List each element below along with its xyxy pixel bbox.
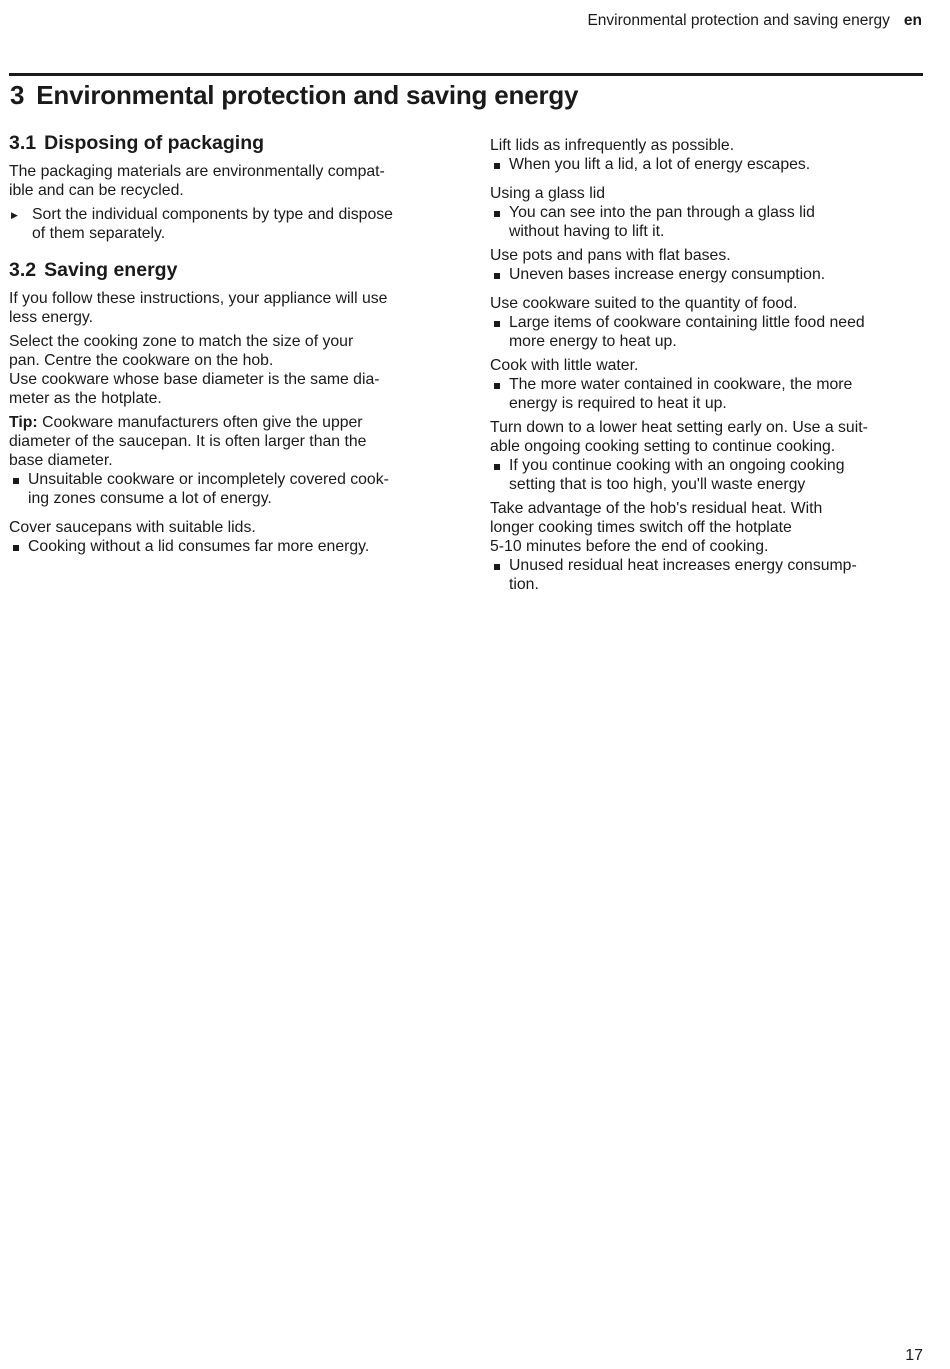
chapter-rule (9, 73, 923, 76)
list-item: If you continue cooking with an ongoing cooking setting that is too high, you'll waste energy (490, 456, 915, 494)
cover-lids-line: Cover saucepans with suitable lids. (9, 519, 256, 536)
section-heading-saving-energy (9, 257, 441, 283)
language-code: en (903, 12, 922, 29)
arrow-icon: ▶ (11, 210, 18, 220)
chapter-title (10, 80, 578, 111)
tip-paragraph: Tip: Cookware manufacturers often give the upper diameter of the saucepan. It is often larger than the base diameter. (9, 414, 367, 469)
list-item: The more water contained in cookware, the more energy is required to heat it up. (490, 375, 915, 413)
turn-down-paragraph: Turn down to a lower heat setting early on. Use a suit- able ongoing cooking setting to continue cooking. (490, 419, 868, 455)
chapter-number: 3 (10, 80, 25, 110)
select-zone-paragraph: Select the cooking zone to match the size of your pan. Centre the cookware on the hob. Use cookware whose base diameter is the same dia- meter as the hotplate. (9, 333, 380, 407)
bullet-square-icon (494, 564, 500, 570)
section-number: 3.2 (9, 259, 37, 281)
list-item: Unsuitable cookware or incompletely covered cook- ing zones consume a lot of energy. (9, 470, 441, 508)
bullet-square-icon (494, 383, 500, 389)
bullet-square-icon (494, 464, 500, 470)
bullet-square-icon (13, 478, 19, 484)
little-water-line: Cook with little water. (490, 357, 639, 374)
list-item: Unused residual heat increases energy consump- tion. (490, 556, 915, 594)
packaging-intro: The packaging materials are environmentally compat- ible and can be recycled. (9, 163, 385, 199)
bullet-square-icon (494, 321, 500, 327)
section-number: 3.1 (9, 132, 37, 154)
list-item: You can see into the pan through a glass lid without having to lift it. (490, 203, 915, 241)
bullet-square-icon (494, 163, 500, 169)
list-item: When you lift a lid, a lot of energy escapes. (490, 155, 915, 174)
list-item: Large items of cookware containing little food need more energy to heat up. (490, 313, 915, 351)
section-heading-disposing (9, 130, 441, 156)
saving-intro: If you follow these instructions, your appliance will use less energy. (9, 290, 388, 326)
list-item: Uneven bases increase energy consumption. (490, 265, 915, 284)
bullet-square-icon (494, 273, 500, 279)
glass-lid-line: Using a glass lid (490, 185, 606, 202)
section-title: Saving energy (44, 259, 178, 281)
bullet-square-icon (13, 545, 19, 551)
bullet-square-icon (494, 211, 500, 217)
instruction-step: ▶ Sort the individual components by type and dispose of them separately. (11, 206, 393, 242)
list-item: Cooking without a lid consumes far more energy. (9, 537, 441, 556)
flat-bases-line: Use pots and pans with flat bases. (490, 247, 731, 264)
tip-label: Tip: (9, 414, 38, 431)
right-column (490, 136, 915, 594)
chapter-title-text: Environmental protection and saving energy (36, 80, 579, 110)
running-header-title: Environmental protection and saving energy (587, 12, 890, 29)
left-column (9, 130, 441, 556)
lift-lids-line: Lift lids as infrequently as possible. (490, 137, 735, 154)
residual-heat-paragraph: Take advantage of the hob's residual heat. With longer cooking times switch off the hotplate 5-10 minutes before the end of cooking. (490, 500, 823, 555)
section-title: Disposing of packaging (44, 132, 265, 154)
page-number: 17 (905, 1347, 923, 1364)
cookware-quantity-line: Use cookware suited to the quantity of food. (490, 295, 798, 312)
running-header (587, 12, 922, 30)
